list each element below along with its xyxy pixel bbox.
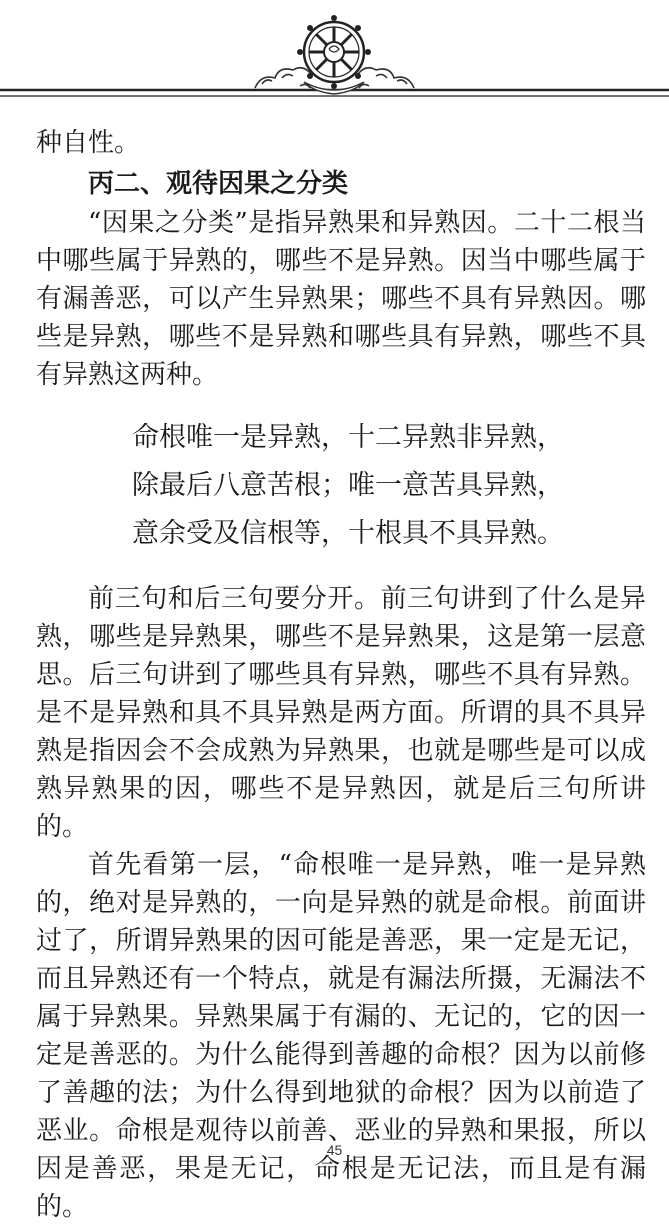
dharma-wheel-icon: [297, 15, 371, 94]
continuation-text: 种自性。: [36, 128, 141, 158]
intro-paragraph: “因果之分类”是指异熟果和异熟因。二十二根当中哪些属于异熟的，哪些不是异熟。因当中哪些属于有漏善恶，可以产生异熟果；哪些不具有异熟因。哪些是异熟，哪些不是异熟和哪些具有异熟，哪些不具有异熟这两种。: [36, 208, 646, 390]
page-number: 45: [326, 1142, 343, 1158]
page-body: [36, 124, 646, 1226]
page-header-ornament: [0, 0, 669, 110]
commentary-paragraph-1: 前三句和后三句要分开。前三句讲到了什么是异熟，哪些是异熟果，哪些不是异熟果，这是第一层意思。后三句讲到了哪些具有异熟，哪些不具有异熟。是不是异熟和具不具异熟是两方面。所谓的具不具异熟是指因会不会成熟为异熟果，也就是哪些是可以成熟异熟果的因，哪些不是异熟因，就是后三句所讲的。: [36, 584, 646, 842]
commentary-paragraph-2: 首先看第一层，“命根唯一是异熟，唯一是异熟的，绝对是异熟的，一向是异熟的就是命根。前面讲过了，所谓异熟果的因可能是善恶，果一定是无记，而且异熟还有一个特点，就是有漏法所摄，无漏法不属于异熟果。异熟果属于有漏的、无记的，它的因一定是善恶的。为什么能得到善趣的命根？因为以前修了善趣的法；为什么得到地狱的命根？因为以前造了恶业。命根是观待以前善、恶业的异熟和果报，所以因是善恶，果是无记，命根是无记法，而且是有漏的。: [36, 850, 646, 1222]
cloud-ornament-icon: [358, 68, 414, 88]
cloud-ornament-icon: [255, 68, 311, 88]
header-rule-graphic: [0, 0, 669, 110]
section-heading: 丙二、观待因果之分类: [88, 169, 349, 199]
verse-line-2: 除最后八意苦根；唯一意苦具异熟，: [132, 470, 564, 501]
verse-line-1: 命根唯一是异熟，十二异熟非异熟，: [132, 422, 564, 453]
verse-line-3: 意余受及信根等，十根具不具异熟。: [132, 518, 564, 549]
verse-block: [36, 414, 646, 558]
